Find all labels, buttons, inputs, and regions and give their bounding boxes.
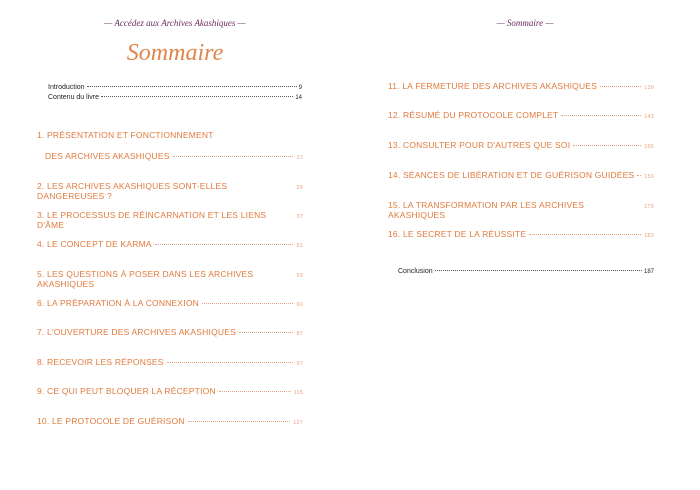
- toc-chapter-14[interactable]: [388, 170, 654, 180]
- toc-entry-page: 87: [296, 331, 303, 337]
- toc-chapter-15[interactable]: [388, 200, 654, 220]
- toc-entry-label: 9. CE QUI PEUT BLOQUER LA RÉCEPTION: [37, 386, 216, 396]
- dot-leader: [219, 391, 291, 392]
- toc-entry-page: 155: [644, 144, 654, 150]
- toc-entry-page: 69: [296, 302, 303, 308]
- toc-entry-page: 187: [643, 269, 654, 275]
- toc-entry-label: 2. LES ARCHIVES AKASHIQUES SONT-ELLES DANGEREUSES ?: [37, 181, 228, 201]
- toc-entry-label: Conclusion: [398, 268, 433, 275]
- toc-entry-label: Contenu du livre: [48, 94, 99, 101]
- toc-entry-label: 14. SÉANCES DE LIBÉRATION ET DE GUÉRISON GUIDÉES: [388, 170, 635, 180]
- toc-entry-label: 13. CONSULTER POUR D'AUTRES QUE SOI: [388, 140, 571, 150]
- dot-leader: [239, 332, 294, 333]
- toc-entry-page: 183: [644, 233, 654, 239]
- toc-entry-page: 143: [644, 114, 654, 120]
- dot-leader: [173, 156, 294, 157]
- toc-chapter-16[interactable]: [388, 229, 654, 239]
- toc-chapter-4[interactable]: [37, 239, 303, 249]
- toc-chapter-1-line1[interactable]: 1. PRÉSENTATION ET FONCTIONNEMENT: [37, 130, 214, 140]
- right-page: [350, 0, 700, 490]
- dot-leader: [101, 96, 293, 97]
- toc-chapter-8[interactable]: [37, 357, 303, 367]
- toc-entry-label: 15. LA TRANSFORMATION PAR LES ARCHIVES AKASHIQUES: [388, 200, 585, 220]
- toc-chapter-5[interactable]: [37, 269, 303, 289]
- toc-entry-page: 37: [296, 214, 303, 220]
- toc-entry-page: 17: [296, 155, 303, 161]
- toc-entry-label: 7. L'OUVERTURE DES ARCHIVES AKASHIQUES: [37, 327, 236, 337]
- toc-chapter-1[interactable]: [45, 151, 303, 161]
- toc-entry-label: 3. LE PROCESSUS DE RÉINCARNATION ET LES LIENS D'ÂME: [37, 210, 267, 230]
- toc-entry-page: 179: [644, 204, 654, 210]
- toc-entry-label: 8. RECEVOIR LES RÉPONSES: [37, 357, 164, 367]
- toc-entry-label: Introduction: [48, 84, 85, 91]
- toc-entry-label: DES ARCHIVES AKASHIQUES: [45, 151, 170, 161]
- toc-chapter-3[interactable]: [37, 210, 303, 230]
- toc-entry-page: 14: [295, 95, 302, 101]
- running-head-left: — Accédez aux Archives Akashiques —: [104, 18, 246, 28]
- toc-entry-introduction[interactable]: [48, 84, 302, 91]
- toc-chapter-6[interactable]: [37, 298, 303, 308]
- toc-entry-label: 6. LA PRÉPARATION À LA CONNEXION: [37, 298, 199, 308]
- toc-entry-label: 11. LA FERMETURE DES ARCHIVES AKASHIQUES: [388, 81, 598, 91]
- toc-entry-label: 10. LE PROTOCOLE DE GUÉRISON: [37, 416, 185, 426]
- dot-leader: [155, 244, 294, 245]
- toc-entry-page: 59: [296, 273, 303, 279]
- toc-entry-label: 5. LES QUESTIONS À POSER DANS LES ARCHIVES AKASHIQUES: [37, 269, 254, 289]
- toc-entry-conclusion[interactable]: [398, 268, 654, 275]
- toc-entry-page: 115: [293, 390, 303, 396]
- page-title: Sommaire: [126, 40, 224, 66]
- running-head-right: — Sommaire —: [496, 18, 554, 28]
- toc-entry-label: 12. RÉSUMÉ DU PROTOCOLE COMPLET: [388, 110, 559, 120]
- dot-leader: [87, 86, 297, 87]
- toc-entry-page: 29: [296, 185, 303, 191]
- toc-chapter-7[interactable]: [37, 327, 303, 337]
- toc-chapter-9[interactable]: [37, 386, 303, 396]
- dot-leader: [167, 362, 294, 363]
- toc-entry-page: 127: [293, 420, 303, 426]
- toc-entry-contenu[interactable]: [48, 94, 302, 101]
- toc-entry-page: 159: [644, 174, 654, 180]
- toc-chapter-11[interactable]: [388, 81, 654, 91]
- dot-leader: [435, 270, 642, 271]
- toc-entry-page: 51: [296, 243, 303, 249]
- dot-leader: [637, 175, 641, 176]
- toc-entry-page: 139: [644, 85, 654, 91]
- dot-leader: [529, 234, 641, 235]
- toc-chapter-10[interactable]: [37, 416, 303, 426]
- toc-entry-label: 16. LE SECRET DE LA RÉUSSITE: [388, 229, 527, 239]
- dot-leader: [573, 145, 641, 146]
- dot-leader: [188, 421, 291, 422]
- toc-chapter-12[interactable]: [388, 110, 654, 120]
- toc-entry-page: 97: [296, 361, 303, 367]
- toc-entry-label: 4. LE CONCEPT DE KARMA: [37, 239, 152, 249]
- dot-leader: [202, 303, 294, 304]
- dot-leader: [600, 86, 641, 87]
- toc-chapter-2[interactable]: [37, 181, 303, 201]
- dot-leader: [561, 115, 641, 116]
- toc-chapter-13[interactable]: [388, 140, 654, 150]
- toc-entry-page: 9: [298, 85, 302, 91]
